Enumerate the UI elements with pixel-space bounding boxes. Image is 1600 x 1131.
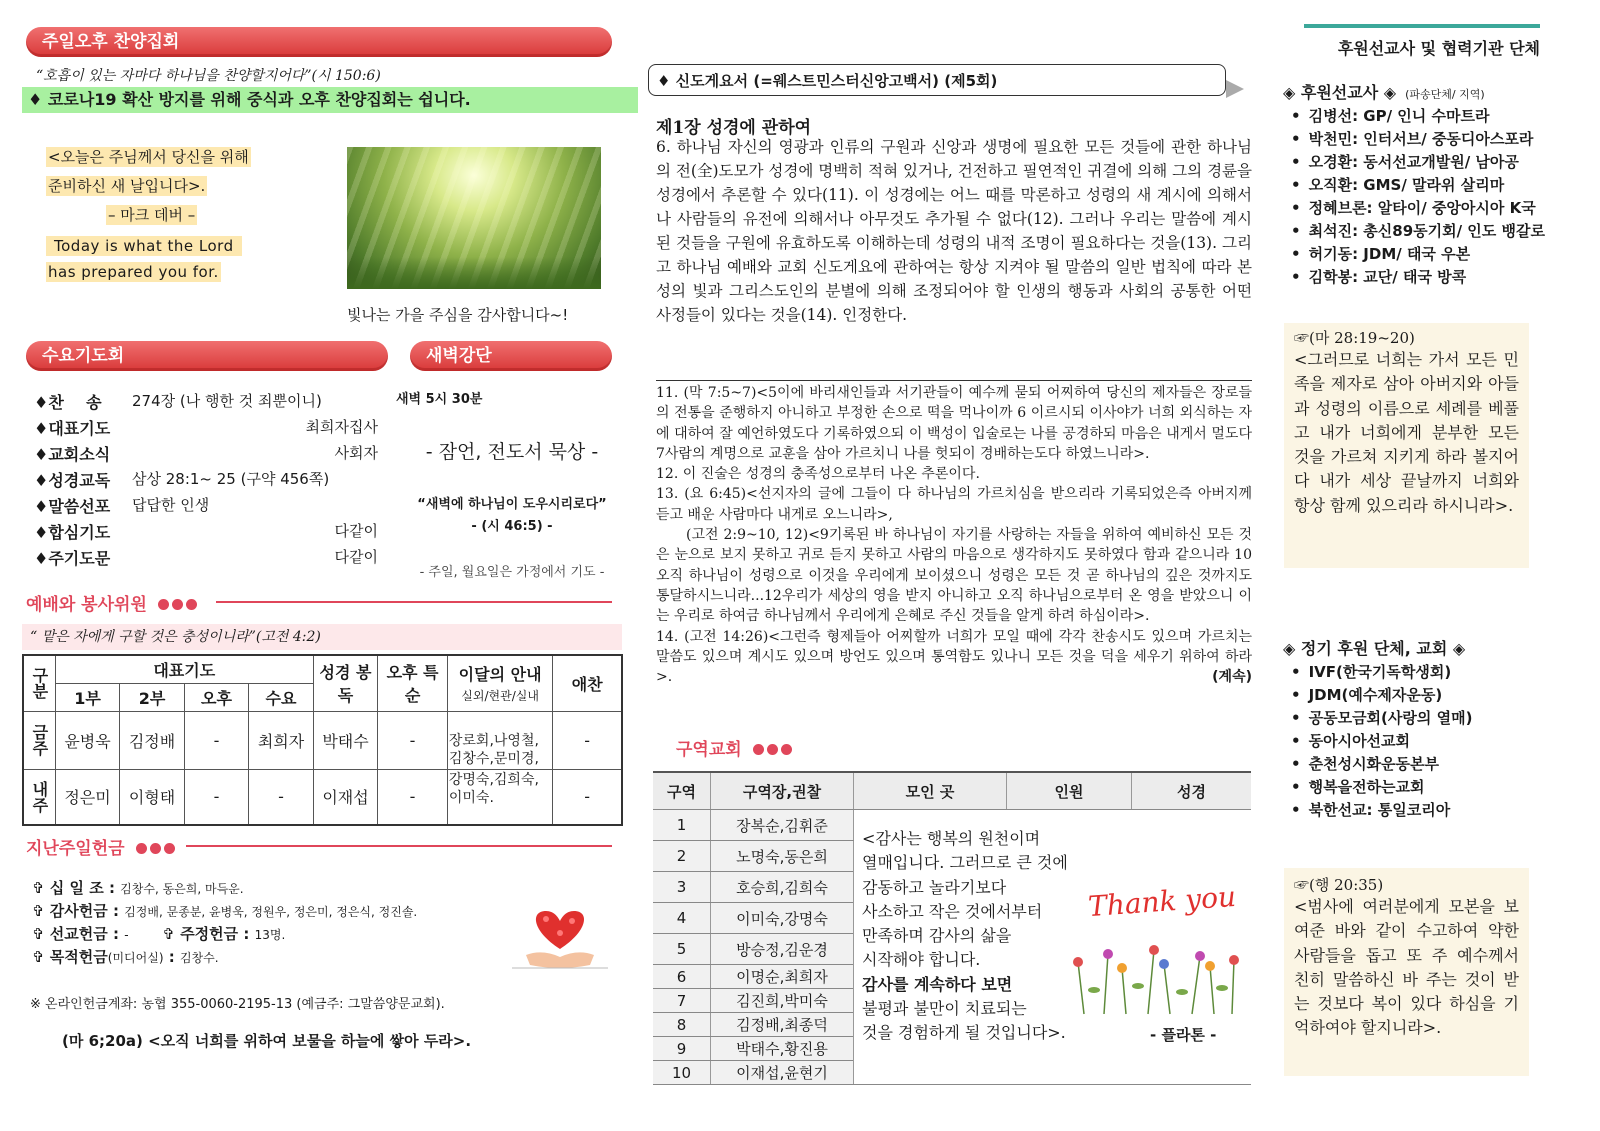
offering-row: ✞ 십 일 조 : 김창수, 동은희, 마득운. — [32, 879, 244, 897]
footnote-13a: 13. (요 6:45)<선지자의 글에 그들이 다 하나님의 가르치심을 받으리라 기록되었은즉 아버지께 듣고 배운 사람마다 내게로 오느니라>, — [656, 486, 1252, 523]
thank-you-script: Thank you — [1087, 879, 1237, 924]
quote-line: <오늘은 주님께서 당신을 위해 — [48, 148, 249, 166]
col-prayer: 대표기도 — [55, 655, 313, 683]
list-item: • 오경환: 동서선교개발원/ 남아공 — [1291, 151, 1551, 174]
list-item: • 김학봉: 교단/ 태국 방콕 — [1291, 266, 1551, 289]
table-row: 1 장복순,김휘준 — [653, 810, 1251, 841]
quote-author-plato: - 플라톤 - — [1150, 1026, 1217, 1044]
list-item: • 김병선: GP/ 인니 수마트라 — [1291, 105, 1551, 128]
table-row: 10 이재섭,윤현기 — [653, 1061, 1251, 1085]
footnote-11: 11. (막 7:5~7)<5이에 바리새인들과 서기관들이 예수께 묻되 어찌하여 당신의 제자들은 장로들의 전통을 준행하지 아니하고 부정한 손으로 떡을 먹나이까 6 이르시되 이사야가 너희 외식하는 자에 대하여 잘 예언하였도다 기록하였으되 이 백성이 입술로는 나를 공경하되 마음은 내게서 멀도다 7사람의 계명으로 교훈을 삼아 가르치니 나를 헛되이 경배하는도다 하였느니라>. — [656, 385, 1252, 462]
quote-line: has prepared you for. — [48, 263, 219, 281]
dawn-verse-ref: - (시 46:5) - — [471, 519, 553, 534]
col-p2: 2부 — [120, 683, 185, 711]
table-row: 3 호승희,김희숙 — [653, 872, 1251, 903]
table-row: 6 이명순,최희자 — [653, 965, 1251, 989]
col-place: 모인 곳 — [854, 772, 1007, 810]
offering-row: ✞ 목적헌금(미디어실) : 김창수. — [32, 948, 219, 966]
dawn-time: 새벽 5시 30분 — [396, 392, 483, 407]
online-account: ※ 온라인헌금계좌: 농협 355-0060-2195-13 (예금주: 그말씀양문교회). — [30, 997, 445, 1012]
list-item: • 북한선교: 통일코리아 — [1291, 799, 1541, 822]
org-title: ◈ 정기 후원 단체, 교회 ◈ — [1283, 639, 1466, 658]
offering-row: ✞ 선교헌금 : - ✞ 주정헌금 : 13명. — [32, 925, 286, 943]
list-item: • 공동모금회(사랑의 열매) — [1291, 707, 1541, 730]
footnotes — [656, 380, 1252, 688]
table-row: 내주 정은미 이형태 - - 이재섭 - 강명숙,김희숙, 이미숙. - — [23, 769, 622, 825]
col-guide: 이달의 안내 실외/현관/실내 — [447, 655, 552, 711]
order-row: ♦합심기도 다같이 — [34, 522, 378, 542]
confession-banner: ♦ 신도게요서 (=웨스트민스터신앙고백서) (제5회) — [648, 64, 1244, 98]
wednesday-ribbon: 수요기도회 — [26, 341, 388, 371]
quote-author: – 마크 데버 – — [108, 206, 196, 224]
list-item: • JDM(예수제자운동) — [1291, 684, 1541, 707]
col-bible: 성경 — [1132, 772, 1252, 810]
footnote-13b: (고전 2:9~10, 12)<9기록된 바 하나님이 자기를 사랑하는 자들을 위하여 예비하신 모든 것은 눈으로 보지 못하고 귀로 듣지 못하고 사람의 마음으로 생각하지도 못하였다 함과 같으니라 10오직 하나님이 성령으로 이것을 우리에게 보이셨으니 성령은 모든 것 곧 하나님의 깊은 것까지도 통달하시느니라...12우리가 세상의 영을 받지 아니하고 오직 하나님으로부터 온 영을 받았으니 이는 우리로 하여금 하나님께서 우리에게 은혜로 주신 것들을 알게 하려 하심이라>. — [656, 527, 1252, 625]
col-wed: 수요 — [249, 683, 314, 711]
col-reading: 성경 봉독 — [313, 655, 378, 711]
service-verse: “ 맡은 자에게 구할 것은 충성이니라”(고전 4:2) — [22, 624, 622, 650]
order-row: ♦찬 송 274장 (나 행한 것 죄뿐이니) — [34, 392, 322, 412]
gratitude-quote: <감사는 행복의 원천이며 열매입니다. 그러므로 큰 것에 감동하고 놀라기보다 사소하고 작은 것에서부터 만족하며 감사의 삶을 시작해야 합니다. 감사를 계속하다 보면 불평과 불만이 치료되는 것을 경험하게 될 것입니다>. — [862, 829, 1068, 1043]
col-praise: 애찬 — [553, 655, 622, 711]
col-p1: 1부 — [55, 683, 120, 711]
col-group: 구분 — [23, 655, 55, 711]
district-heading: 구역교회 — [676, 735, 795, 760]
service-heading: 예배와 봉사위원 — [26, 590, 612, 614]
sunday-pm-verse: “호흡이 있는 자마다 하나님을 찬양할지어다”(시 150:6) — [36, 68, 381, 84]
list-item: • IVF(한국기독학생회) — [1291, 661, 1541, 684]
missionary-title: ◈ 후원선교사 ◈ (파송단체/ 지역) — [1283, 83, 1485, 102]
list-item: • 허기동: JDM/ 태국 우본 — [1291, 243, 1551, 266]
order-row: ♦성경교독 삼상 28:1~ 25 (구약 456쪽) — [34, 470, 330, 490]
wednesday-order — [34, 390, 378, 572]
order-row: ♦교회소식 사회자 — [34, 444, 378, 464]
continued-label: (계속) — [1212, 669, 1252, 686]
offering-row: ✞ 감사헌금 : 김정배, 문종분, 윤병욱, 정원우, 정은미, 정은식, 정진솔. — [32, 902, 418, 920]
table-row: 금주 윤병욱 김정배 - 최희자 박태수 - 장로회,나영철, 김창수,문미경, - — [23, 711, 622, 769]
col-pm: 오후 — [184, 683, 249, 711]
verse-box-acts: ☞(행 20:35) <범사에 여러분에게 모본을 보여준 바와 같이 수고하여 약한 사람들을 돕고 또 주 예수께서 친히 말씀하신 바 주는 것이 받는 것보다 복이 있다 하심을 기억하여야 할지니라>. — [1284, 868, 1529, 1076]
order-row: ♦주기도문 다같이 — [34, 548, 378, 568]
quote-block — [46, 146, 296, 281]
col-leaders: 구역장,권찰 — [711, 772, 854, 810]
order-row: ♦대표기도 최희자집사 — [34, 418, 378, 438]
list-item: • 행복을전하는교회 — [1291, 776, 1541, 799]
bottom-verse: (마 6;20a) <오직 너희를 위하여 보물을 하늘에 쌓아 두라>. — [62, 1032, 472, 1050]
paragraph-6: 6. 하나님 자신의 영광과 인류의 구원과 신앙과 생명에 필요한 모든 것들에 관한 하나님의 전(全)도모가 성경에 명백히 적혀 있거나, 건전하고 필연적인 귀결에 의해 그의 경륜을 성경에서 추론할 수 있다(11). 이 성경에는 어느 때를 막론하고 성령의 새 계시에 의해서나 사람들의 유전에 의해서나 아무것도 추가될 수 없다(12). 그러나 우리는 말씀에 계시된 것들을 구원에 유효하도록 이해하는데 성령의 내적 조명이 필요하다는 것을(13). 그리고 하나님 예배와 교회 신도게요에 관하여는 항상 지켜야 될 말씀의 일반 법칙에 따라 본성의 빛과 그리스도인의 분별에 의해 조정되어야 할 인생의 행동과 사회의 공통한 어떤 사정들이 있다는 것을(14). 인정한다. — [656, 138, 1252, 324]
missionary-list — [1291, 105, 1551, 289]
order-row: ♦말씀선포 답답한 인생 — [34, 496, 210, 516]
sunday-pm-ribbon: 주일오후 찬양집회 — [26, 27, 612, 57]
list-item: • 정혜브론: 알타이/ 중앙아시아 K국 — [1291, 197, 1551, 220]
list-item: • 박천민: 인터서브/ 중동디아스포라 — [1291, 128, 1551, 151]
photo-caption: 빛나는 가을 주심을 감사합니다~! — [347, 306, 569, 324]
table-row: 9 박태수,황진용 — [653, 1037, 1251, 1061]
verse-box-matthew: ☞(마 28:19~20) <그러므로 너희는 가서 모든 민족을 제자로 삼아 아버지와 아들과 성령의 이름으로 세례를 베풀고 내가 너희에게 분부한 모든 것을 가르쳐 지키게 하라 볼지어다 내가 세상 끝날까지 너희와 항상 함께 있으리라 하시니라>. — [1284, 323, 1529, 568]
dawn-note: - 주일, 월요일은 가정에서 기도 - — [419, 565, 605, 580]
dawn-theme: - 잠언, 전도서 묵상 - — [425, 441, 599, 463]
col-count: 인원 — [1007, 772, 1132, 810]
list-item: • 동아시아선교회 — [1291, 730, 1541, 753]
chapter-title: 제1장 성경에 관하여 — [656, 118, 812, 138]
list-item: • 최석진: 총신89동기회/ 인도 뱅갈로 — [1291, 220, 1551, 243]
covid-notice: ♦ 코로나19 확산 방지를 위해 중식과 오후 찬양집회는 쉽니다. — [22, 87, 638, 113]
heart-hands-icon — [512, 905, 608, 971]
table-row: 2 노명숙,동은희 — [653, 841, 1251, 872]
offering-heading: 지난주일헌금 — [26, 834, 612, 858]
org-list — [1291, 661, 1541, 822]
footnote-12: 12. 이 진술은 성경의 충족성으로부터 나온 추론이다. — [656, 466, 980, 483]
quote-line: 준비하신 새 날입니다>. — [48, 177, 206, 195]
table-row: 4 이미숙,강명숙 — [653, 903, 1251, 934]
table-row: 8 김정배,최종덕 — [653, 1013, 1251, 1037]
dawn-verse: “새벽에 하나님이 도우시리로다” — [417, 497, 607, 512]
offering-list — [32, 877, 502, 969]
col-zone: 구역 — [653, 772, 711, 810]
table-row: 7 김진희,박미숙 — [653, 989, 1251, 1013]
table-row: 5 방승정,김운경 — [653, 934, 1251, 965]
col-special: 오후 특순 — [378, 655, 448, 711]
footnote-14: 14. (고전 14:26)<그런즉 형제들아 어찌할까 너희가 모일 때에 각각 찬송시도 있으며 가르치는 말씀도 있으며 계시도 있으며 방언도 있으며 통역함도 있나니 모든 것을 덕을 세우기 위하여 하라>. — [656, 628, 1252, 686]
quote-line: Today is what the Lord — [46, 237, 296, 255]
forest-photo — [347, 147, 601, 289]
flowers-icon — [1064, 942, 1240, 1016]
list-item: • 춘천성시화운동본부 — [1291, 753, 1541, 776]
right-header: 후원선교사 및 협력기관 단체 — [1304, 24, 1540, 59]
service-table — [22, 654, 623, 826]
list-item: • 오직환: GMS/ 말라위 살리마 — [1291, 174, 1551, 197]
dawn-ribbon: 새벽강단 — [410, 341, 612, 371]
